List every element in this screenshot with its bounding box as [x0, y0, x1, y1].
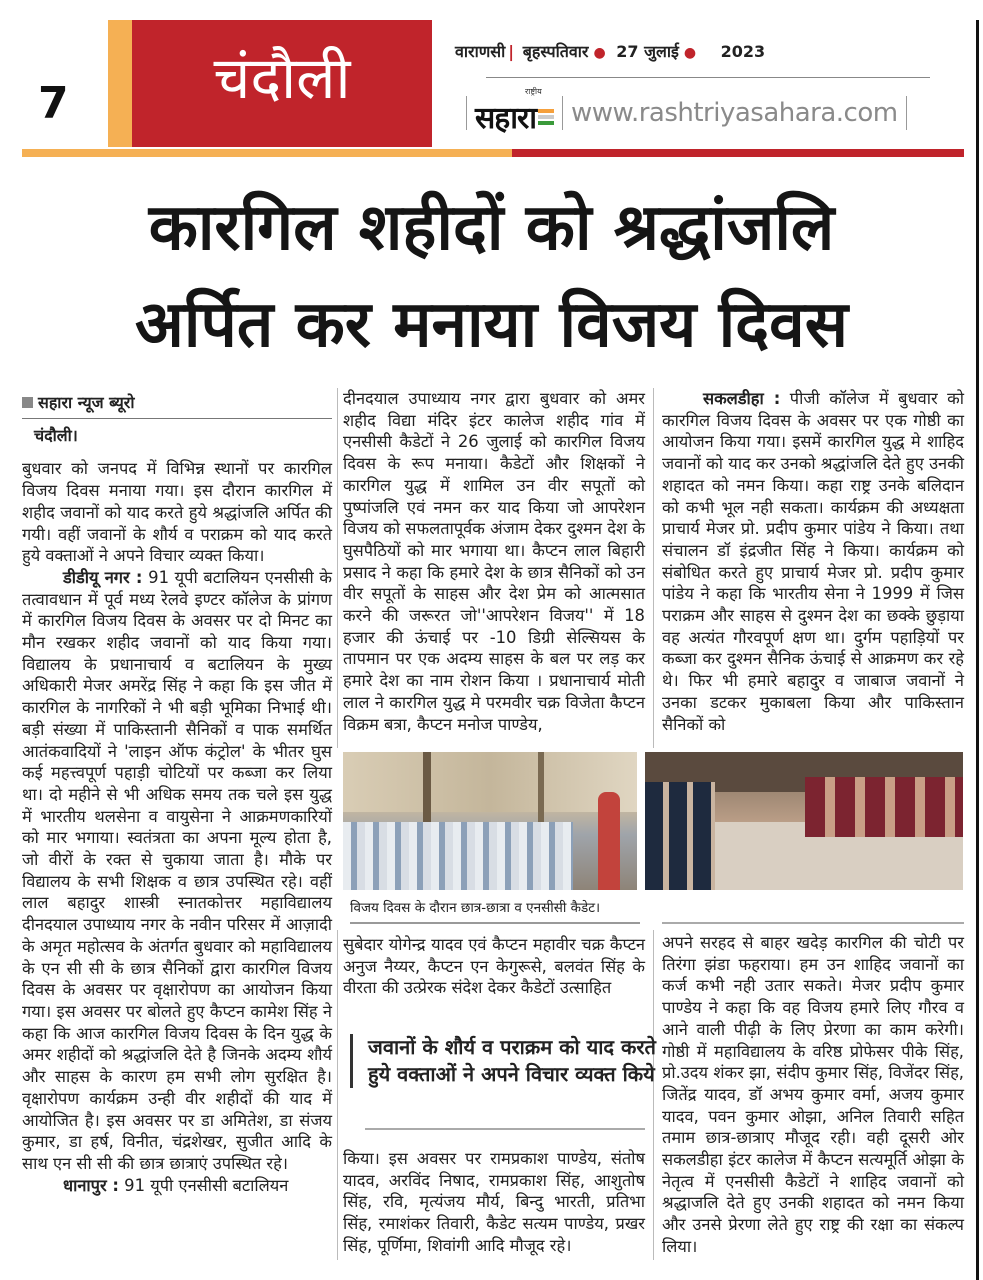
column-divider: [653, 930, 654, 1260]
column-divider: [337, 388, 338, 748]
sahara-logo: [475, 88, 554, 137]
headline-line-2: अर्पित कर मनाया विजय दिवस: [135, 288, 848, 362]
square-bullet-icon: [22, 397, 33, 408]
section-accent-strip: [108, 20, 132, 147]
paragraph-lead: सकलडीहा :: [703, 389, 781, 408]
paragraph-text: 91 यूपी एनसीसी बटालियन: [118, 1175, 289, 1195]
dateline-city: वाराणसी: [455, 42, 506, 61]
section-title: चंदौली: [132, 20, 432, 147]
column-rule: [662, 922, 964, 924]
byline: [22, 392, 332, 419]
pull-quote: जवानों के शौर्य व पराक्रम को याद करते हुये वक्ताओं ने अपने विचार व्यक्त किये: [350, 1034, 658, 1088]
paragraph-lead: धानापुर :: [63, 1175, 119, 1195]
dateline: [455, 40, 765, 62]
article-column-3-bottom: [662, 932, 964, 1258]
header-band-red: [512, 149, 964, 157]
article-column-1: [22, 392, 332, 1196]
byline-text: सहारा न्यूज ब्यूरो: [38, 393, 135, 412]
dateline-day: बृहस्पतिवार: [522, 42, 589, 61]
divider: [562, 96, 563, 130]
logo-small-text: राष्ट्रीय: [525, 87, 542, 96]
paragraph-lead: डीडीयू नगर :: [63, 567, 143, 587]
bullet-icon: ●: [593, 45, 606, 61]
separator: |: [508, 42, 515, 61]
paragraph: दीनदयाल उपाध्याय नगर द्वारा बुधवार को अमर शहीद विद्या मंदिर इंटर कालेज शहीद गांव में एनसीसी कैडेटों ने 26 जुलाई को कारगिल विजय दिवस के रूप मनाया। कैडेटों और शिक्षकों ने कारगिल युद्ध में शामिल उन वीर सपूतों को पुष्पांजलि एवं नमन कर याद किया जो आपरेशन विजय को सफलतापूर्वक अंजाम देकर दुश्मन देश के घुसपैठियों को मार भगाया था। कैप्टन लाल बिहारी प्रसाद ने कहा कि हमारे देश के छात्र सैनिकों को उन वीर सपूतों के साहस और देश प्रेम को आत्मसात करने की जरूरत जो''आपरेशन विजय'' में 18 हजार की ऊंचाई पर -10 डिग्री सेल्सियस के तापमान पर एक अदम्य साहस के बल पर लड़ कर हमारे देश का नाम रोशन किया । प्रधानाचार्य मोती लाल ने कारगिल युद्ध मे परमवीर चक्र विजेता कैप्टन विक्रम बत्रा, कैप्टन मनोज पाण्डेय,: [343, 389, 645, 734]
article-column-2-bottom: [343, 1148, 645, 1257]
dateline-date: 27 जुलाई: [616, 42, 679, 61]
dateline-city: चंदौली।: [34, 425, 78, 445]
paragraph: सुबेदार योगेन्द्र यादव एवं कैप्टन महावीर चक्र कैप्टन अनुज नैय्यर, कैप्टन एन केगुरूसे, बलवंत सिंह के वीरता की उत्प्रेरक संदेश देकर कैडेटों उत्साहित: [343, 935, 645, 998]
website-url: www.rashtriyasahara.com: [571, 97, 898, 128]
article-column-3-top: [662, 388, 964, 735]
article-column-2-middle: [343, 934, 645, 999]
paragraph: [22, 1175, 332, 1197]
photo-students-assembly: [343, 752, 637, 890]
photo-ncc-cadets-pledge: [645, 752, 963, 890]
column-divider: [337, 930, 338, 1260]
paragraph: किया। इस अवसर पर रामप्रकाश पाण्डेय, संतोष यादव, अरविंद निषाद, रामप्रकाश सिंह, आशुतोष सिंह, रवि, मृत्यंजय मौर्य, बिन्दु भारती, प्रतिभा सिंह, रमाशंकर तिवारी, कैडेट सत्यम पाण्डेय, प्रखर सिंह, पूर्णिमा, शिवांगी आदि मौजूद रहे।: [343, 1149, 645, 1255]
dateline-year: 2023: [720, 42, 766, 61]
divider: [906, 96, 907, 130]
photo-caption: विजय दिवस के दौरान छात्र-छात्रा व एनसीसी कैडेट।: [350, 898, 640, 924]
header-rule: [486, 77, 930, 78]
paragraph: अपने सरहद से बाहर खदेड़ कारगिल की चोटी पर तिरंगा झंडा फहराया। हम उन शाहिद जवानों का कर्ज कभी नही उतार सकते। मेजर प्रदीप कुमार पाण्डेय ने कहा कि वह विजय हमारे लिए गौरव व आने वाली पीढ़ी के लिए प्रेरणा का काम करेगी। गोष्ठी में महाविद्यालय के वरिष्ठ प्रोफेसर पीके सिंह, प्रो.उदय शंकर झा, संदीप कुमार सिंह, विजेंदर सिंह, जितेंद्र यादव, डॉ अभय कुमार वर्मा, अजय कुमार यादव, पवन कुमार ओझा, अनिल तिवारी सहित तमाम छात्र-छात्राए मौजूद रही। वही दूसरी ओर सकलडीहा इंटर कालेज में कैप्टन सत्यमूर्ति ओझा के नेतृत्व में एनसीसी कैडेटों ने शाहिद जवानों को श्रद्धाजलि देते हुए उनकी शहादत को नमन किया और उनसे प्रेरणा लेते हुए राष्ट्र की रक्षा का संकल्प लिया।: [662, 933, 964, 1256]
bullet-icon: ●: [683, 45, 697, 61]
paragraph: बुधवार को जनपद में विभिन्न स्थानों पर कारगिल विजय दिवस मनाया गया। इस दौरान कारगिल में शहीद जवानों को याद करते हुये श्रद्धांजलि अर्पित की गयी। वहीं जवानों के शौर्य व पराक्रम को याद करते हुये वक्ताओं ने अपने विचार व्यक्त किया।: [22, 459, 332, 566]
paragraph: [662, 388, 964, 735]
flag-icon: [538, 109, 554, 125]
divider: [466, 96, 467, 130]
masthead-logo: [458, 87, 915, 136]
page-number: 7: [38, 78, 69, 129]
logo-main-text: सहारा: [475, 101, 537, 136]
paragraph-text: 91 यूपी बटालियन एनसीसी के तत्वावधान में पूर्व मध्य रेलवे इण्टर कॉलेज के प्रांगण में कारगिल विजय दिवस के अवसर पर दो मिनट का मौन रखकर शहीद जवानों को याद किया गया। विद्यालय के प्रधानाचार्य व बटालियन के मुख्य अधिकारी मेजर अमरेंद्र सिंह ने कहा कि इस जीत में कारगिल के नागरिकों ने भी बड़ी भूमिका निभाई थी। बड़ी संख्या में पाकिस्तानी सैनिकों व पाक समर्थित आतंकवादियों ने 'लाइन ऑफ कंट्रोल' के भीतर घुस कई महत्त्वपूर्ण पहाड़ी चोटियों पर कब्जा कर लिया था। दो महीने से भी अधिक समय तक चले इस युद्ध में भारतीय थलसेना व वायुसेना ने आक्रमणकारियों को मार भगाया। स्वतंत्रता का अपना मूल्य होता है, जो वीरों के रक्त से चुकाया जाता है। मौके पर विद्यालय के सभी शिक्षक व छात्र उपस्थित रहे। वहीं लाल बहादुर शास्त्री स्नातकोत्तर महाविद्यालय दीनदयाल उपाध्याय नगर के नवीन परिसर में आज़ादी के अमृत महोत्सव के अंतर्गत बुधवार को महाविद्यालय के एन सी सी के छात्र सैनिकों द्वारा कारगिल विजय दिवस के अवसर पर वृक्षारोपण का आयोजन किया गया। इस अवसर पर बोलते हुए कैप्टन कामेश सिंह ने कहा कि आज कारगिल विजय दिवस के दिन युद्ध के अमर शहीदों को श्रद्धांजलि देते है जिनके अदम्य शौर्य और साहस के कारण हम सभी लोग सुरक्षित है। वृक्षारोपण कार्यक्रम उन्ही वीर शहीदों की याद में आयोजित है। इस अवसर पर डा अमितेश, डा संजय कुमार, डा हर्ष, विनीत, चंद्रशेखर, सुजीत आदि के साथ एन सी सी की छात्र छात्राएं उपस्थित रहे।: [22, 567, 332, 1173]
column-divider: [653, 388, 654, 748]
paragraph-text: पीजी कॉलेज में बुधवार को कारगिल विजय दिवस के अवसर पर एक गोष्ठी का आयोजन किया गया। इसमें कारगिल युद्ध मे शाहिद जवानों को याद कर उनको श्रद्धांजलि देते हुए उनकी शहादत को नमन किया। कहा राष्ट्र उनके बलिदान को कभी भूल नही सकता। कार्यक्रम की अध्यक्षता प्राचार्य मेजर प्रो. प्रदीप कुमार पांडेय ने किया। तथा संचालन डॉ इंद्रजीत सिंह ने किया। कार्यक्रम को संबोधित करते हुए प्राचार्य मेजर प्रो. प्रदीप कुमार पांडेय ने कहा कि भारतीय सेना ने 1999 में जिस पराक्रम और साहस से दुश्मन देश का छक्के छुड़ाया वह अत्यंत गौरवपूर्ण क्षण था। दुर्गम पहाड़ियों पर कब्जा कर दुश्मन सैनिक ऊंचाई से आक्रमण कर रहे थे। फिर भी हमारे बहादुर व जाबाज जवानों ने उनका डटकर मुकाबला किया और पाकिस्तान सैनिकों को: [662, 389, 964, 734]
header-band-orange: [22, 149, 512, 157]
headline-line-1: कारगिल शहीदों को श्रद्धांजलि: [148, 191, 835, 265]
article-column-2-top: [343, 388, 645, 735]
pull-quote-rule: [365, 1128, 645, 1130]
paragraph: [22, 567, 332, 1175]
